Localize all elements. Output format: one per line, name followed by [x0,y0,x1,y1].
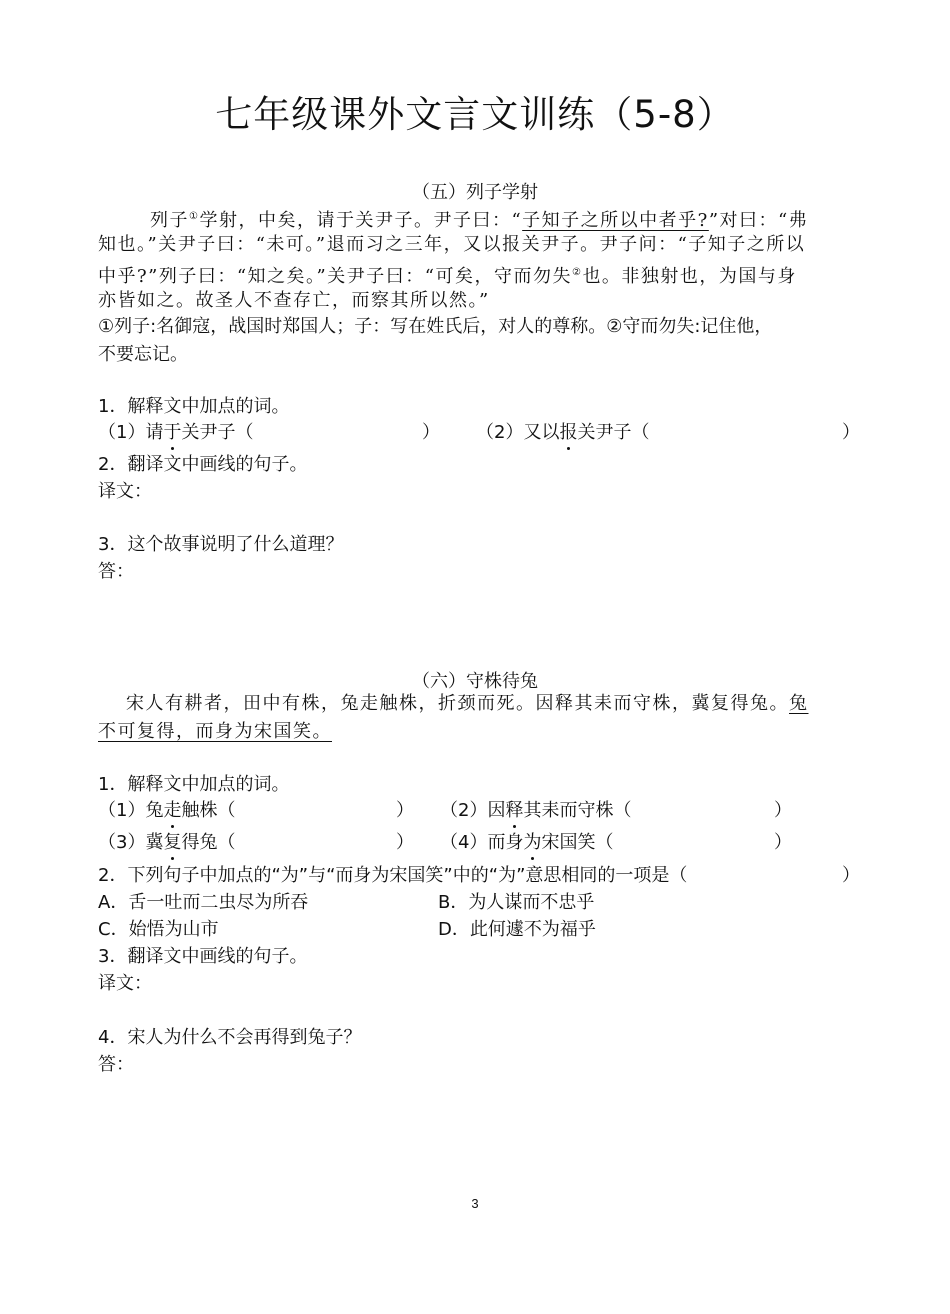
s5-question-1-item-2 [476,419,649,447]
item-text: 关尹子（ [181,422,254,443]
option-d: D．此何遽不为福乎 [438,919,596,940]
s6-question-1-item-2 [440,797,631,825]
section-5-heading: （五）列子学射 [412,182,538,203]
dotted-word: 报 [559,422,578,443]
underlined-sentence: 子知子之所以中者乎? [522,210,709,231]
section-6-heading: （六）守株待兔 [412,671,538,692]
s5-question-2: 2．翻译文中画线的句子。 [98,454,308,475]
item-label: （1） [98,422,146,443]
item-label: （4）而身 [440,832,524,853]
s6-question-1-item-3 [98,829,235,857]
s5-question-2-answer-label: 译文： [98,481,152,502]
dotted-word: 于 [163,422,182,443]
s5-question-1-item-1 [98,419,253,447]
item-label: （2）因 [440,800,506,821]
answer-close-paren: ） [842,865,860,886]
s6-question-1-item-1 [98,797,235,825]
option-b: B．为人谋而不忠乎 [438,892,595,913]
notes-line-1: ①列子:名御寇，战国时郑国人；子：写在姓氏后，对人的尊称。②守而勿失:记住他， [98,316,773,337]
item-text: 宋国笑（ [541,832,614,853]
s6-question-3-answer-label: 译文： [98,973,152,994]
notes-line-2: 不要忘记。 [98,344,188,365]
item-text: 其耒而守株（ [523,800,632,821]
passage-5-line-4: 亦皆如之。故圣人不查存亡，而察其所以然。” [98,290,490,311]
passage-text: 也。非独射也，为国与身 [582,266,797,287]
dotted-word: 走 [163,800,182,821]
s5-question-1: 1．解释文中加点的词。 [98,396,290,417]
passage-text: 学射，中矣，请于关尹子。尹子曰：“ [199,210,523,231]
s6-question-3: 3．翻译文中画线的句子。 [98,946,308,967]
dotted-word: 为 [523,832,542,853]
item-label: （1）兔 [98,800,164,821]
answer-close-paren: ） [422,422,440,443]
item-text: 请 [145,422,164,443]
underlined-sentence: 兔 [789,693,809,714]
item-text: 得兔（ [181,832,236,853]
passage-6-line-2 [98,718,332,746]
answer-close-paren: ） [396,800,414,821]
footnote-marker: ② [571,267,583,278]
option-c: C．始悟为山市 [98,919,219,940]
s6-question-1-item-4 [440,829,613,857]
s5-question-3-answer-label: 答： [98,561,134,582]
passage-5-line-2: 知也。”关尹子曰：“未可。”退而习之三年，又以报关尹子。尹子问：“子知子之所以 [98,234,806,255]
passage-6-line-1 [126,690,809,718]
answer-close-paren: ） [774,832,792,853]
dotted-word: 复 [163,832,182,853]
s5-question-3: 3．这个故事说明了什么道理？ [98,534,344,555]
item-text: 触株（ [181,800,236,821]
answer-close-paren: ） [396,832,414,853]
passage-text: 宋人有耕者，田中有株，兔走触株，折颈而死。因释其耒而守株，冀复得兔。 [126,693,789,714]
page-number: 3 [471,1196,479,1211]
s6-question-1: 1．解释文中加点的词。 [98,774,290,795]
answer-close-paren: ） [774,800,792,821]
passage-text: 列子 [150,210,189,231]
item-label: （2）又以 [476,422,560,443]
answer-close-paren: ） [842,422,860,443]
dotted-word: 释 [505,800,524,821]
footnote-marker: ① [189,211,200,222]
s6-question-2: 2．下列句子中加点的“为”与“而身为宋国笑”中的“为”意思相同的一项是（ [98,865,688,886]
item-text: 关尹子（ [577,422,650,443]
underlined-sentence: 不可复得，而身为宋国笑。 [98,721,332,742]
item-label: （3）冀 [98,832,164,853]
option-a: A．舌一吐而二虫尽为所吞 [98,892,309,913]
s6-question-4-answer-label: 答： [98,1054,134,1075]
passage-text: 中乎?”列子曰：“知之矣。”关尹子曰：“可矣，守而勿失 [98,266,572,287]
page-title: 七年级课外文言文训练（5-8） [215,93,735,136]
s6-question-4: 4．宋人为什么不会再得到兔子？ [98,1027,362,1048]
passage-text: ”对曰：“弗 [708,210,809,231]
